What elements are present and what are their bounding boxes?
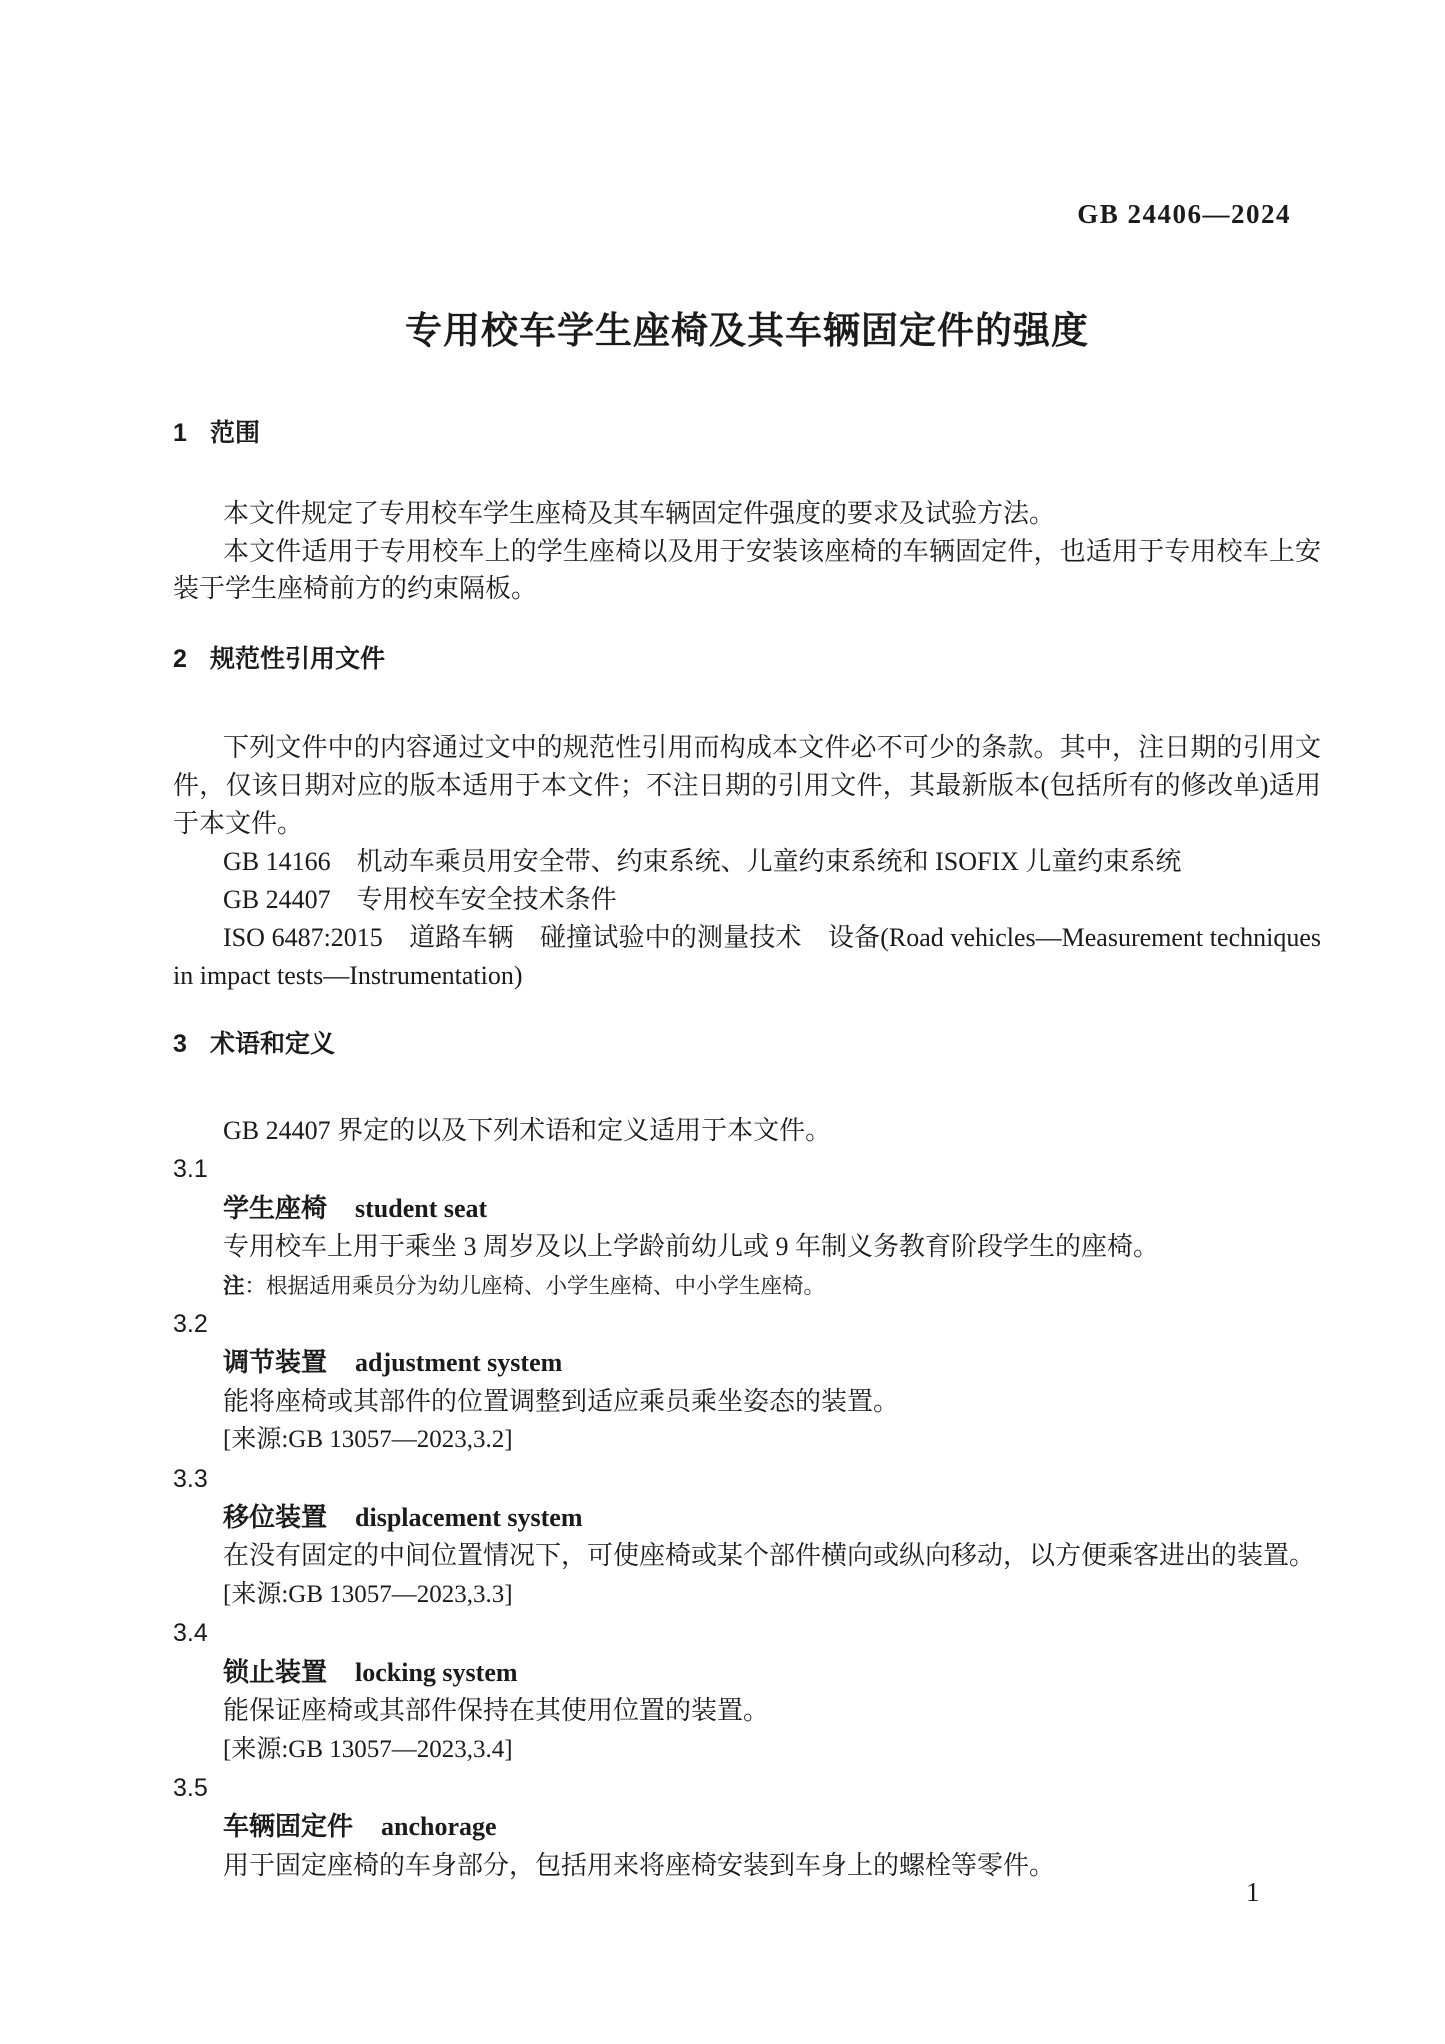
term-3-4-definition: 能保证座椅或其部件保持在其使用位置的装置。	[223, 1696, 770, 1726]
reference-item: GB 24407 专用校车安全技术条件	[223, 885, 617, 914]
section-2-body	[173, 729, 1321, 995]
section-3-body	[173, 1112, 1321, 1885]
term-zh: 学生座椅	[223, 1192, 328, 1223]
term-3-4-title	[173, 1653, 1321, 1692]
term-3-4-source: [来源:GB 13057—2023,3.4]	[223, 1735, 513, 1763]
terms-intro: GB 24407 界定的以及下列术语和定义适用于本文件。	[223, 1116, 832, 1145]
section-2-number: 2	[173, 645, 187, 673]
paragraph: 本文件规定了专用校车学生座椅及其车辆固定件强度的要求及试验方法。	[223, 499, 1056, 528]
standard-code-header: GB 24406—2024	[1077, 199, 1291, 229]
term-3-4-number: 3.4	[173, 1619, 208, 1648]
term-zh: 调节装置	[223, 1347, 328, 1378]
term-3-3-source: [来源:GB 13057—2023,3.3]	[223, 1580, 513, 1608]
section-2-heading-text: 规范性引用文件	[210, 645, 386, 673]
reference-item: ISO 6487:2015 道路车辆 碰撞试验中的测量技术 设备(Road vehicles—Measurement techniques in impact tests—Instrumentation)	[173, 923, 1321, 990]
term-3-2-number: 3.2	[173, 1310, 208, 1339]
paragraph: 本文件适用于专用校车上的学生座椅以及用于安装该座椅的车辆固定件，也适用于专用校车上安装于学生座椅前方的约束隔板。	[173, 536, 1321, 603]
term-en: student seat	[355, 1193, 488, 1223]
term-zh: 锁止装置	[223, 1656, 328, 1687]
section-2-heading	[173, 647, 385, 672]
section-1-number: 1	[173, 419, 187, 447]
term-en: displacement system	[355, 1503, 583, 1533]
section-3-number: 3	[173, 1030, 187, 1058]
term-3-2-source: [来源:GB 13057—2023,3.2]	[223, 1426, 513, 1454]
term-3-3-number: 3.3	[173, 1464, 208, 1493]
term-3-1-number: 3.1	[173, 1155, 208, 1184]
term-3-1-title	[173, 1189, 1321, 1228]
section-3-heading-text: 术语和定义	[210, 1030, 336, 1058]
reference-item: GB 14166 机动车乘员用安全带、约束系统、儿童约束系统和 ISOFIX 儿童约束系统	[223, 847, 1182, 876]
term-3-5-number: 3.5	[173, 1773, 208, 1802]
term-3-5-definition: 用于固定座椅的车身部分，包括用来将座椅安装到车身上的螺栓等零件。	[223, 1850, 1056, 1880]
term-3-5-title	[173, 1807, 1321, 1846]
section-1-body	[173, 495, 1321, 608]
note-label: 注	[223, 1273, 245, 1298]
term-zh: 移位装置	[223, 1502, 328, 1533]
section-1-heading-text: 范围	[210, 419, 261, 447]
term-en: adjustment system	[355, 1348, 563, 1378]
note-text: ：根据适用乘员分为幼儿座椅、小学生座椅、中小学生座椅。	[244, 1273, 826, 1298]
page-number: 1	[1246, 1877, 1260, 1907]
section-3-heading	[173, 1032, 335, 1057]
term-zh: 车辆固定件	[223, 1811, 354, 1842]
document-title: 专用校车学生座椅及其车辆固定件的强度	[405, 310, 1089, 351]
term-3-2-definition: 能将座椅或其部件的位置调整到适应乘员乘坐姿态的装置。	[223, 1386, 900, 1416]
term-en: anchorage	[381, 1812, 497, 1842]
section-1-heading	[173, 421, 260, 446]
term-3-2-title	[173, 1343, 1321, 1382]
term-3-1-note	[173, 1267, 1321, 1305]
term-3-3-definition: 在没有固定的中间位置情况下，可使座椅或某个部件横向或纵向移动，以方便乘客进出的装置。	[223, 1541, 1316, 1571]
term-3-1-definition: 专用校车上用于乘坐 3 周岁及以上学龄前幼儿或 9 年制义务教育阶段学生的座椅。	[223, 1232, 1160, 1262]
paragraph: 下列文件中的内容通过文中的规范性引用而构成本文件必不可少的条款。其中，注日期的引用文件，仅该日期对应的版本适用于本文件；不注日期的引用文件，其最新版本(包括所有的修改单)适用于本文件。	[173, 733, 1321, 838]
term-en: locking system	[355, 1657, 518, 1687]
term-3-3-title	[173, 1498, 1321, 1537]
